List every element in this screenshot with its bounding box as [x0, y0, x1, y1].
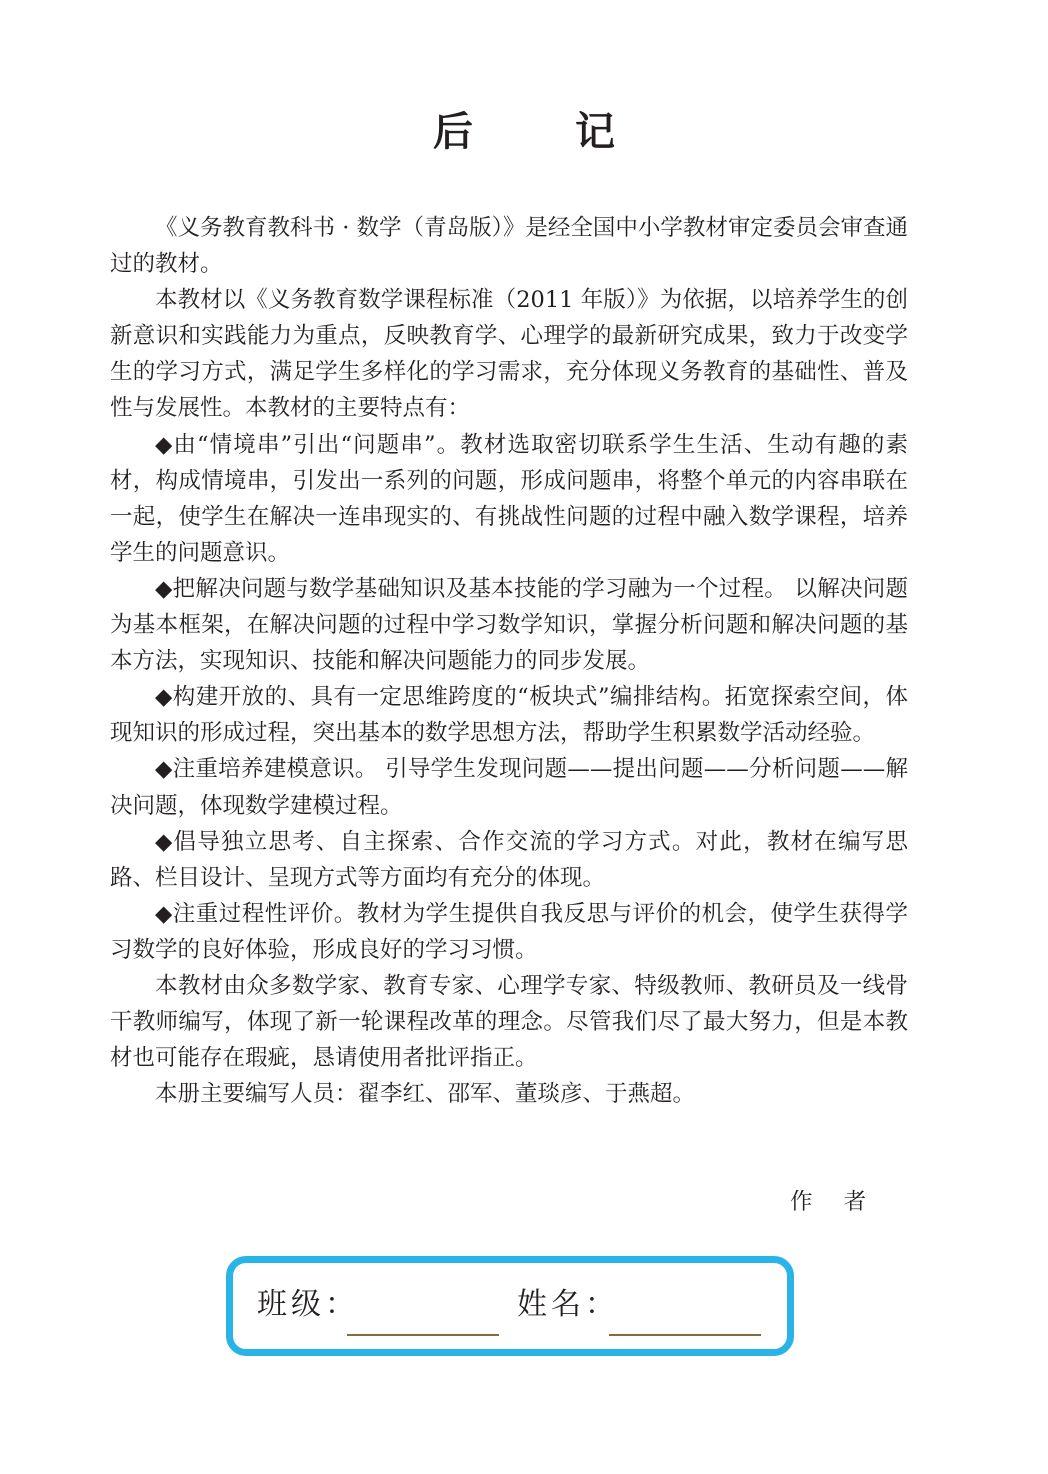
paragraph: 本教材以《义务教育数学课程标准（2011 年版）》为依据，以培养学生的创新意识和实践能力为重点，反映教育学、心理学的最新研究成果，致力于改变学生的学习方式，满足学生多样化的学习需求，充分体现义务教育的基础性、普及性与发展性。本教材的主要特点有： — [110, 287, 908, 422]
paragraph: 《义务教育教科书 · 数学（青岛版）》是经全国中小学教材审定委员会审查通过的教材。 — [110, 215, 908, 278]
name-fill-line[interactable] — [609, 1334, 761, 1336]
page-title: 后 记 — [433, 109, 659, 155]
paragraph: 本教材由众多数学家、教育专家、心理学专家、特级教师、教研员及一线骨干教师编写，体现了新一轮课程改革的理念。尽管我们尽了最大努力，但是本教材也可能存在瑕疵，恳请使用者批评指正。 — [110, 972, 908, 1072]
afterword-body — [110, 210, 908, 1112]
paragraph: ◆把解决问题与数学基础知识及基本技能的学习融为一个过程。 以解决问题为基本框架，在解决问题的过程中学习数学知识，掌握分析问题和解决问题的基本方法，实现知识、技能和解决问题能力的同步发展。 — [110, 575, 908, 675]
paragraph: ◆注重过程性评价。教材为学生提供自我反思与评价的机会，使学生获得学习数学的良好体验，形成良好的学习习惯。 — [110, 900, 908, 963]
name-class-box — [226, 1256, 794, 1356]
paragraph: ◆注重培养建模意识。 引导学生发现问题——提出问题——分析问题——解决问题，体现数学建模过程。 — [110, 756, 908, 819]
paragraph: ◆构建开放的、具有一定思维跨度的“板块式”编排结构。拓宽探索空间，体现知识的形成过程，突出基本的数学思想方法，帮助学生积累数学活动经验。 — [110, 684, 908, 747]
class-fill-line[interactable] — [347, 1334, 499, 1336]
name-label: 姓名： — [517, 1287, 619, 1322]
paragraph: ◆倡导独立思考、自主探索、合作交流的学习方式。对此，教材在编写思路、栏目设计、呈现方式等方面均有充分的体现。 — [110, 828, 908, 891]
paragraph: 本册主要编写人员：翟李红、邵军、董琰彦、于燕超。 — [155, 1081, 696, 1108]
paragraph: ◆由“情境串”引出“问题串”。教材选取密切联系学生生活、生动有趣的素材，构成情境串，引发出一系列的问题，形成问题串，将整个单元的内容串联在一起，使学生在解决一连串现实的、有挑战性问题的过程中融入数学课程，培养学生的问题意识。 — [110, 431, 908, 566]
author-signature: 作 者 — [790, 1189, 879, 1215]
class-label: 班级： — [257, 1287, 359, 1322]
